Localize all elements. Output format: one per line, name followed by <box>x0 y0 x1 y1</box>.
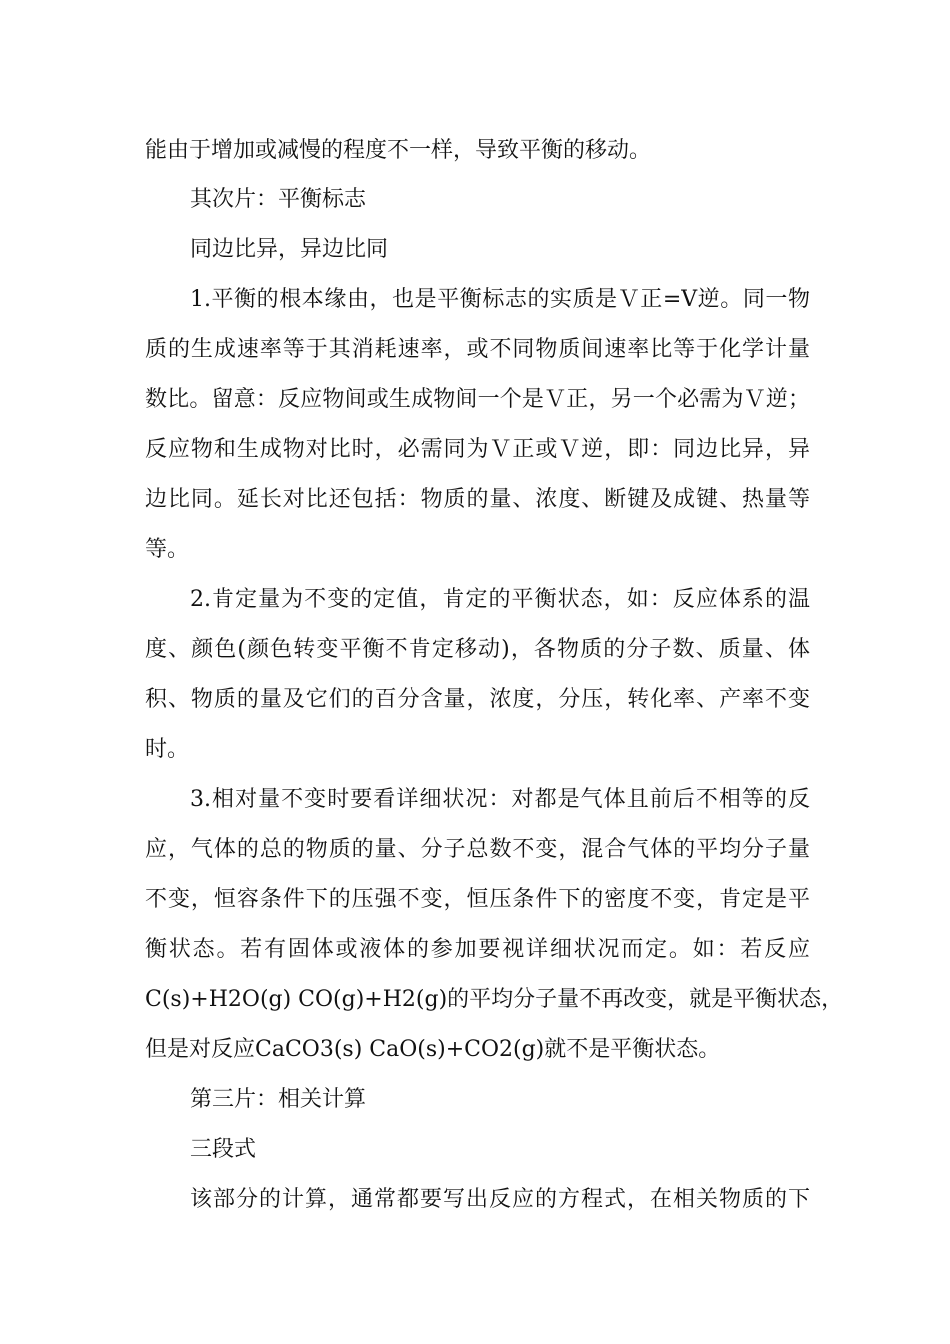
paragraph-line: 度、颜色(颜色转变平衡不肯定移动)，各物质的分子数、质量、体 <box>145 637 810 662</box>
paragraph-line: 应，气体的总的物质的量、分子总数不变，混合气体的平均分子量 <box>145 837 810 862</box>
paragraph-line: 质的生成速率等于其消耗速率，或不同物质间速率比等于化学计量 <box>145 337 810 362</box>
paragraph-line: 衡状态。若有固体或液体的参加要视详细状况而定。如：若反应 <box>145 937 810 962</box>
paragraph-line: C(s)+H2O(g) CO(g)+H2(g)的平均分子量不再改变，就是平衡状态， <box>145 987 844 1012</box>
section-heading: 其次片：平衡标志 <box>190 187 367 212</box>
paragraph-line: 但是对反应CaCO3(s) CaO(s)+CO2(g)就不是平衡状态。 <box>145 1037 721 1062</box>
paragraph-line: 时。 <box>145 737 190 762</box>
paragraph-line: 数比。留意：反应物间或生成物间一个是Ｖ正，另一个必需为Ｖ逆； <box>145 387 810 412</box>
paragraph-line: 边比同。延长对比还包括：物质的量、浓度、断键及成键、热量等 <box>145 487 810 512</box>
paragraph-line: 3.相对量不变时要看详细状况：对都是气体且前后不相等的反 <box>190 787 810 812</box>
paragraph-line: 不变，恒容条件下的压强不变，恒压条件下的密度不变，肯定是平 <box>145 887 810 912</box>
section-heading: 第三片：相关计算 <box>190 1087 367 1112</box>
paragraph-line: 2.肯定量为不变的定值，肯定的平衡状态，如：反应体系的温 <box>190 587 810 612</box>
paragraph-line: 反应物和生成物对比时，必需同为Ｖ正或Ｖ逆，即：同边比异，异 <box>145 437 810 462</box>
paragraph-line: 能由于增加或减慢的程度不一样，导致平衡的移动。 <box>145 138 652 163</box>
subheading: 同边比异，异边比同 <box>190 237 389 262</box>
subheading: 三段式 <box>190 1137 257 1162</box>
paragraph-line: 等。 <box>145 537 190 562</box>
paragraph-line: 积、物质的量及它们的百分含量，浓度，分压，转化率、产率不变 <box>145 687 810 712</box>
paragraph-line: 1.平衡的根本缘由，也是平衡标志的实质是Ｖ正=V逆。同一物 <box>190 287 810 312</box>
paragraph-line: 该部分的计算，通常都要写出反应的方程式，在相关物质的下 <box>190 1187 810 1212</box>
